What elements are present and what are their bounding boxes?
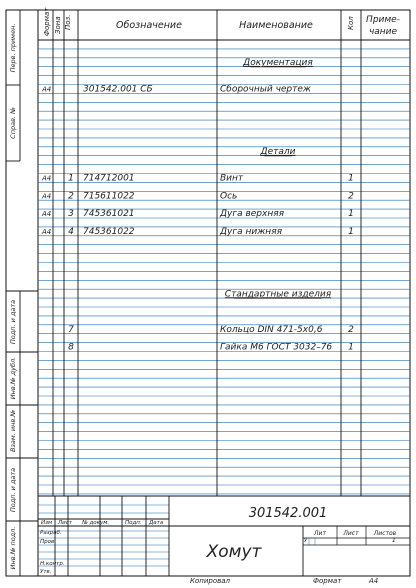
stamp-lit-mark: У [304,538,308,544]
side-strip [6,10,38,576]
row-qty: 1 [348,227,354,237]
stamp-checked: Пров. [40,539,56,545]
stamp-doc-no: № докум. [82,520,110,526]
stamp-developed: Разраб. [40,530,62,536]
row-format: А4 [42,192,52,201]
row-qty: 1 [348,342,354,353]
column-headers [43,7,400,37]
row-qty: 1 [348,173,354,184]
header-format: Формат [43,7,51,36]
stamp-lit: Лит [314,530,326,537]
row-qty: 1 [348,209,354,220]
section-title: Детали [260,146,296,157]
row-name: Кольцо DIN 471-5x0,6 [220,324,323,335]
side-inv-orig: Инв.№ подл. [9,526,17,570]
row-qty: 2 [348,191,354,202]
header-name: Наименование [239,20,313,31]
footer [190,577,378,585]
section-title: Стандартные изделия [224,289,332,300]
row-name: Дуга нижняя [220,227,283,237]
header-note-1: Приме- [366,15,400,25]
row-format: А4 [42,210,52,219]
section-title: Документация [243,57,313,68]
row-designation: 745361022 [83,227,135,237]
row-pos: 1 [68,173,74,184]
row-name: Винт [220,173,244,184]
title-block [38,496,410,576]
outer-frame [6,10,410,576]
side-first-use: Перв. примен. [9,23,17,73]
row-pos: 7 [68,324,74,335]
side-sign-date: Подп. и дата [9,299,17,345]
stamp-list: Лист [58,520,72,526]
footer-format-label: Формат [313,577,342,585]
side-inv-dup: Инв.№ дубл. [9,356,17,400]
stamp-n-control: Н.контр. [40,561,65,567]
row-designation: 745361021 [83,209,135,220]
header-zone: Зона [54,16,62,34]
stamp-sheets-value: 1 [392,537,396,544]
row-name: Ось [220,191,238,202]
stamp-title: Хомут [206,542,262,562]
side-ref-no: Справ. № [9,107,17,139]
table-grid [38,49,410,494]
side-sign-date: Подп. и дата [9,467,17,513]
stamp-sheets: Листов [373,530,397,537]
table-row [68,325,354,335]
row-pos: 4 [68,227,74,237]
stamp-sheet: Лист [343,530,359,537]
stamp-sign: Подп. [125,520,142,526]
footer-format-value: А4 [369,577,379,585]
side-instead-inv: Взам. инв.№ [9,409,17,453]
row-pos: 2 [68,191,74,202]
footer-copied: Копировал [190,577,230,585]
stamp-approved: Утв. [40,569,52,575]
row-designation: 714712001 [83,173,135,184]
header-pos: Поз. [64,14,72,30]
row-name: Дуга верхняя [220,209,285,220]
header-qty: Кол [347,16,355,30]
row-name: Гайка М6 ГОСТ 3032–76 [220,342,333,353]
header-note-2: чание [368,27,398,37]
header-designation: Обозначение [116,20,182,31]
row-name: Сборочный чертеж [220,84,312,95]
row-designation: 715611022 [83,191,135,202]
row-format: А4 [42,85,52,94]
stamp-izm: Изм [41,520,53,526]
table-borders [38,10,410,496]
section-row [260,147,296,157]
section-row [225,289,332,299]
row-pos: 3 [68,209,74,220]
row-format: А4 [42,228,52,236]
stamp-code: 301542.001 [248,506,328,521]
row-format: А4 [42,174,52,183]
section-row [242,58,313,68]
row-pos: 8 [68,342,74,353]
stamp-date: Дата [149,520,164,526]
row-qty: 2 [348,324,354,335]
row-designation: 301542.001 СБ [83,84,153,95]
